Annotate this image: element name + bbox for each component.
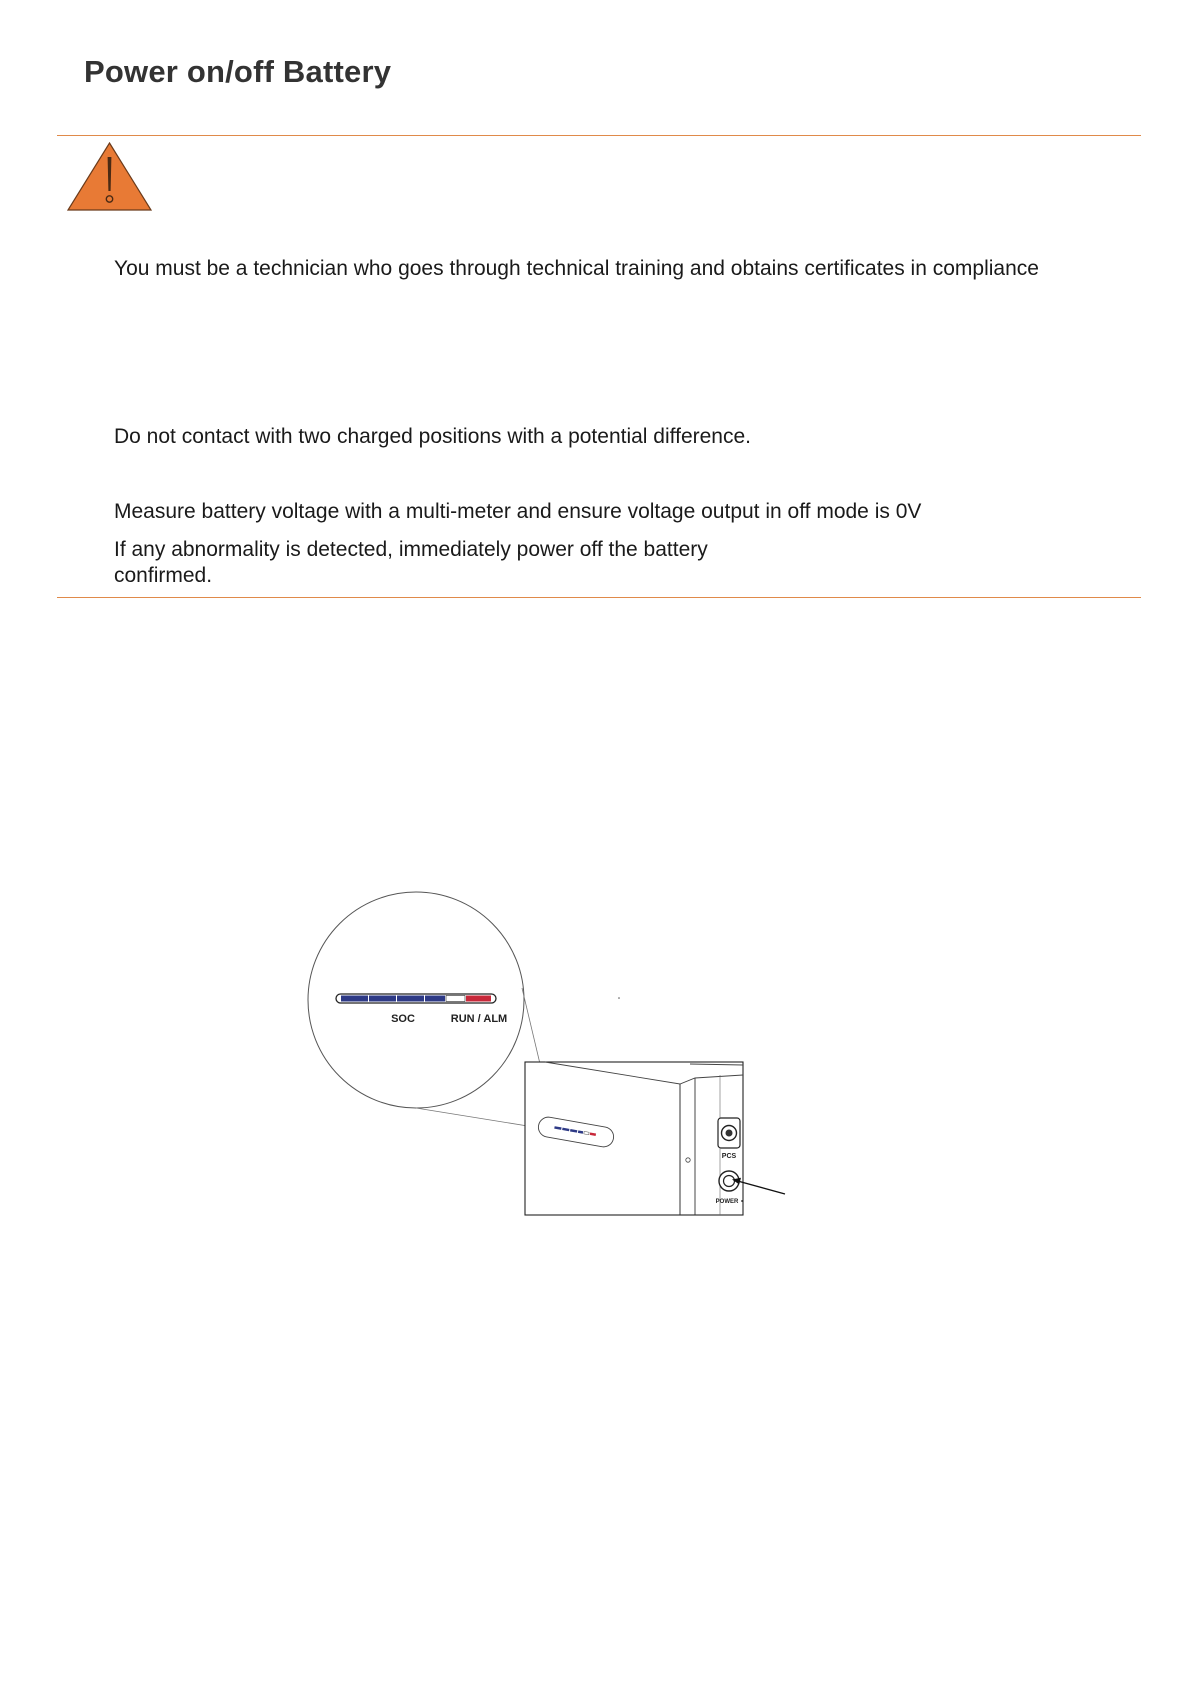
warning-text-confirmed: confirmed. (114, 564, 213, 587)
warning-text-measure: Measure battery voltage with a multi-meter and ensure voltage output in off mode is 0V (114, 500, 922, 523)
run-alm-label: RUN / ALM (450, 1013, 508, 1025)
stray-dot (618, 997, 620, 999)
page-title: Power on/off Battery (84, 54, 392, 89)
warning-text-technician: You must be a technician who goes through technical training and obtains certificates in compliance (114, 257, 1039, 280)
warning-bottom-divider (57, 597, 1141, 598)
leader-line-bottom (416, 1108, 540, 1128)
led-soc-2 (369, 996, 396, 1002)
led-soc-4 (425, 996, 445, 1002)
led-bar (336, 994, 496, 1003)
warning-top-divider (57, 135, 1141, 136)
warning-text-contact: Do not contact with two charged positions with a potential difference. (114, 425, 751, 448)
pcs-label: PCS (721, 1153, 737, 1160)
warning-text-abnormality: If any abnormality is detected, immediately power off the battery (114, 538, 708, 561)
led-soc-1 (341, 996, 368, 1002)
led-soc-3 (397, 996, 424, 1002)
led-run (446, 996, 465, 1002)
soc-label: SOC (391, 1013, 415, 1025)
led-alm (466, 996, 491, 1002)
battery-cabinet (525, 1062, 785, 1215)
power-label: POWER (715, 1199, 739, 1205)
battery-diagram (300, 890, 800, 1230)
warning-triangle-icon (66, 141, 153, 212)
